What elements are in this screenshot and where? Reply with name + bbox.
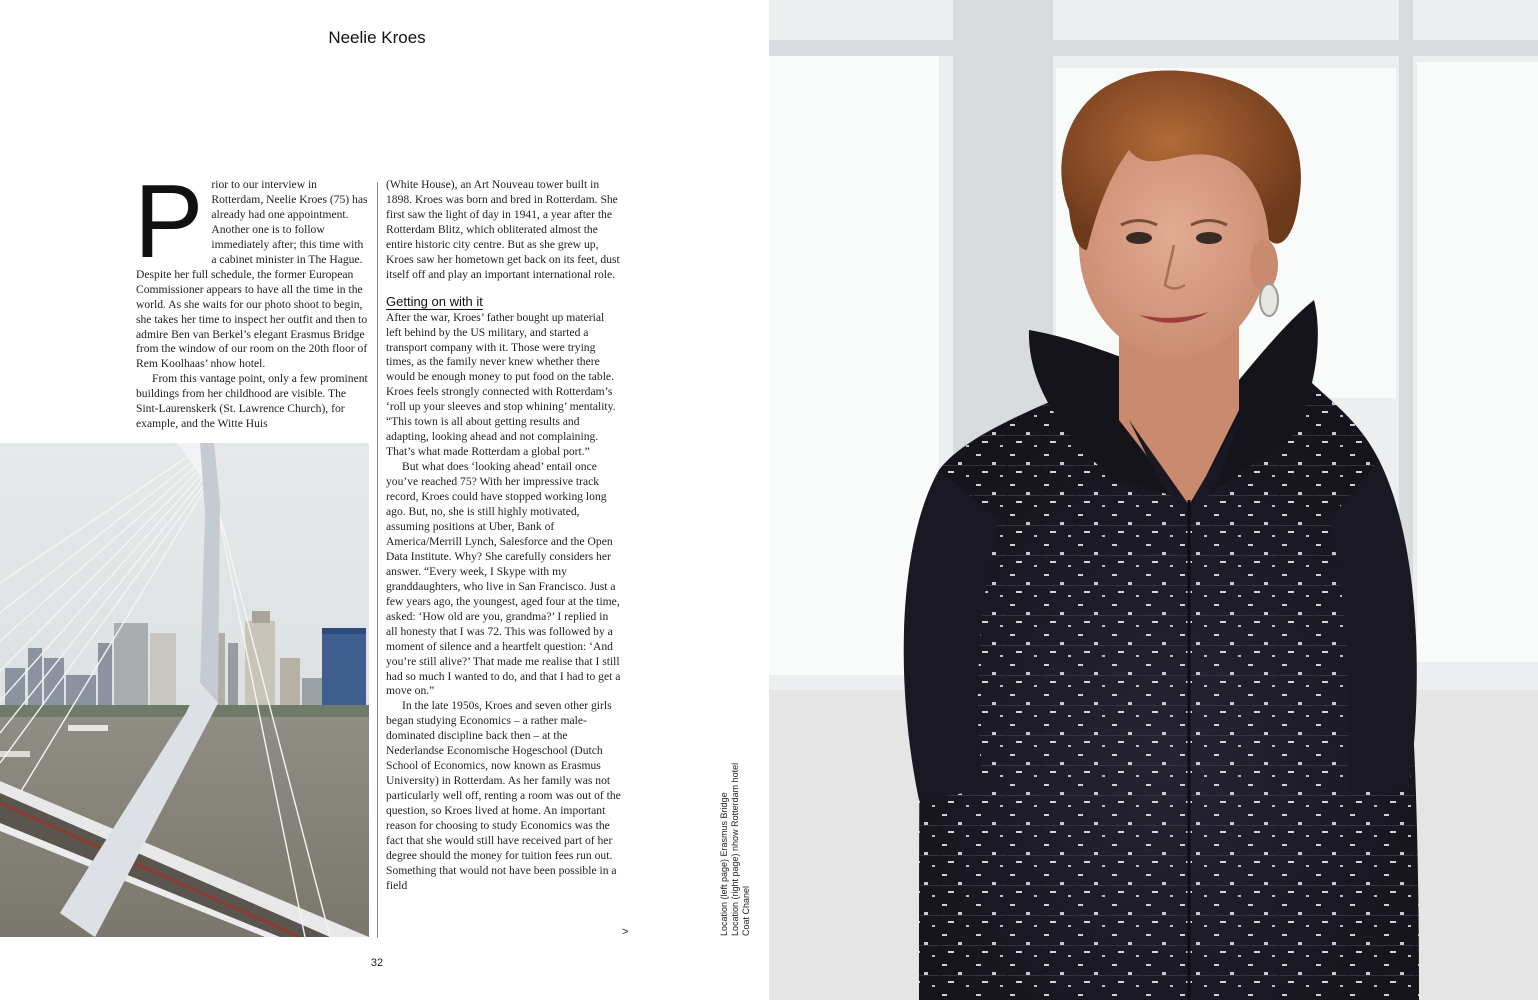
paragraph: (White House), an Art Nouveau tower built in 1898. Kroes was born and bred in Rotterdam. She first saw the light of day in 1941, a year after the Rotterdam Blitz, which obliterated almost the entire historic city centre. But as she grew up, Kroes saw her hometown get back on its feet, dust itself off and play an important international role. bbox=[386, 178, 620, 281]
page-number: 32 bbox=[370, 957, 384, 969]
erasmus-bridge-photo bbox=[0, 443, 369, 937]
paragraph: But what does ‘looking ahead’ entail once you’ve reached 75? With her impressive track record, Kroes could have stopped working long ago. But, no, she is still highly motivated, assuming positions at Uber, Bank of America/Merrill Lynch, Salesforce and the Open Data Institute. Why? She carefully considers her answer. “Every week, I Skype with my granddaughters, who live in San Francisco. Just a few years ago, the youngest, aged four at the time, asked: ‘How old are you, grandma?’ I replied in all honesty that I was 72. This was followed by a moment of silence and a heartfelt question: ‘And you’re still alive?’ That made me realise that I still had so much I wanted to do, and that I had to get a move on.” bbox=[386, 460, 621, 698]
paragraph: After the war, Kroes’ father bought up material left behind by the US military, and started a transport company with it. Those were trying times, as the family never knew whether there would be enough money to put food on the table. Kroes feels strongly connected with Rotterdam’s ‘roll up your sleeves and stop whining’ mentality. “This town is all about getting results and adapting, looking ahead and not complaining. That’s what made Rotterdam a global port.” bbox=[386, 310, 616, 459]
right-page bbox=[769, 0, 1538, 1000]
paragraph: rior to our interview in Rotterdam, Neelie Kroes (75) has already had one appointment. Another one is to follow immediately after; this time with a cabinet minister in The Hague. Despite her full schedule, the former European Commissioner appears to have all the time in the world. As she waits for our photo shoot to begin, she takes her time to inspect her outfit and then to admire Ben van Berkel’s elegant Erasmus Bridge from the window of our room on the 20th floor of Rem Koolhaas’ nhow hotel. bbox=[136, 178, 368, 371]
running-title: Neelie Kroes bbox=[328, 28, 426, 47]
photo-credits bbox=[719, 736, 759, 936]
drop-cap: P bbox=[134, 164, 204, 280]
article-column-1 bbox=[134, 164, 369, 432]
credit-line: Location (left page) Erasmus Bridge bbox=[719, 792, 729, 936]
column-divider bbox=[377, 182, 378, 938]
credit-line: Coat Chanel bbox=[741, 885, 751, 936]
section-subheading: Getting on with it bbox=[386, 293, 483, 309]
continue-arrow-icon: > bbox=[622, 926, 629, 938]
paragraph: From this vantage point, only a few prominent buildings from her childhood are visible. The Sint-Laurenskerk (St. Lawrence Church), for example, and the Witte Huis bbox=[136, 372, 368, 431]
article-column-2 bbox=[386, 178, 622, 894]
paragraph: In the late 1950s, Kroes and seven other girls began studying Economics – a rather male-dominated discipline back then – at the Nederlandse Economische Hogeschool (Dutch School of Economics, now known as Erasmus University) in Rotterdam. As her family was not particularly well off, renting a room was out of the question, so Kroes lived at home. An important reason for choosing to study Economics was the fact that she would still have received part of her degree should the money for tuition fees run out. Something that would not have been possible in a field bbox=[386, 699, 621, 892]
credit-line: Location (right page) nhow Rotterdam hotel bbox=[730, 762, 740, 936]
portrait-photo bbox=[769, 0, 1538, 1000]
